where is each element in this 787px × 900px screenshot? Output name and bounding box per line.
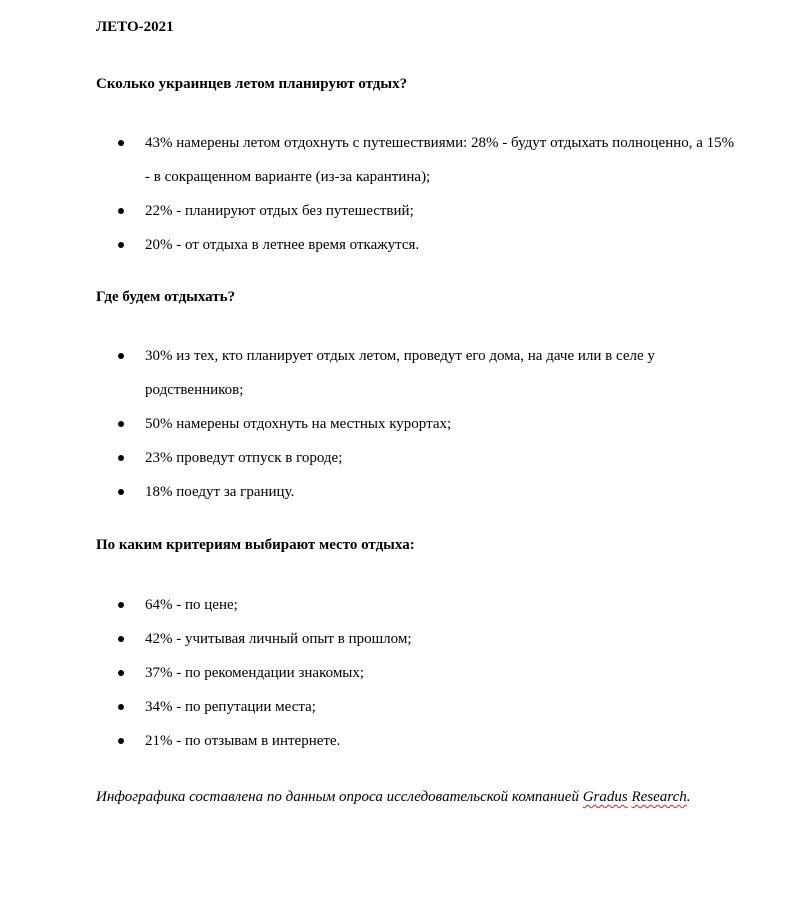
company-name-part2: Research: [631, 789, 687, 805]
bullet-icon: [118, 704, 124, 710]
criteria-list: [0, 588, 787, 758]
list-item: [0, 690, 787, 724]
list-item: [0, 228, 787, 262]
list-item: [0, 407, 787, 441]
list-item: [0, 126, 787, 194]
list-item: [0, 656, 787, 690]
bullet-icon: [118, 738, 124, 744]
bullet-icon: [118, 421, 124, 427]
bullet-icon: [118, 636, 124, 642]
list-item: [0, 441, 787, 475]
list-item-text: 23% проведут отпуск в городе;: [145, 450, 343, 466]
list-item: [0, 475, 787, 509]
bullet-icon: [118, 208, 124, 214]
where-list: [0, 339, 787, 509]
footnote-text: Инфографика составлена по данным опроса исследовательской компанией: [96, 789, 583, 805]
source-footnote: [96, 780, 716, 814]
bullet-icon: [118, 455, 124, 461]
list-item: [0, 588, 787, 622]
list-item-text: 30% из тех, кто планирует отдых летом, проведут его дома, на даче или в селе у родственников;: [145, 348, 655, 398]
company-name-part1: Gradus: [582, 789, 628, 805]
list-item: [0, 622, 787, 656]
list-item: [0, 339, 787, 407]
list-item-text: 22% - планируют отдых без путешествий;: [145, 203, 414, 219]
list-item-text: 20% - от отдыха в летнее время откажутся.: [145, 237, 420, 253]
footnote-end: .: [686, 789, 691, 805]
bullet-icon: [118, 140, 124, 146]
bullet-icon: [118, 670, 124, 676]
list-item: [0, 724, 787, 758]
section-heading-criteria: По каким критериям выбирают место отдыха:: [96, 537, 415, 553]
list-item-text: 37% - по рекомендации знакомых;: [145, 665, 365, 681]
bullet-icon: [118, 242, 124, 248]
bullet-icon: [118, 353, 124, 359]
list-item-text: 43% намерены летом отдохнуть с путешествиями: 28% - будут отдыхать полноценно, а 15% - в сокращенном варианте (из-за карантина);: [145, 135, 735, 185]
section-heading-vacation-plans: Сколько украинцев летом планируют отдых?: [96, 76, 408, 92]
list-item-text: 21% - по отзывам в интернете.: [145, 733, 341, 749]
bullet-icon: [118, 489, 124, 495]
document-title: ЛЕТО-2021: [96, 19, 174, 35]
list-item: [0, 194, 787, 228]
list-item-text: 50% намерены отдохнуть на местных курортах;: [145, 416, 452, 432]
section-heading-where: Где будем отдыхать?: [96, 289, 236, 305]
list-item-text: 18% поедут за границу.: [145, 484, 295, 500]
list-item-text: 64% - по цене;: [145, 597, 238, 613]
bullet-icon: [118, 602, 124, 608]
vacation-plans-list: [0, 126, 787, 262]
list-item-text: 34% - по репутации места;: [145, 699, 316, 715]
list-item-text: 42% - учитывая личный опыт в прошлом;: [145, 631, 412, 647]
